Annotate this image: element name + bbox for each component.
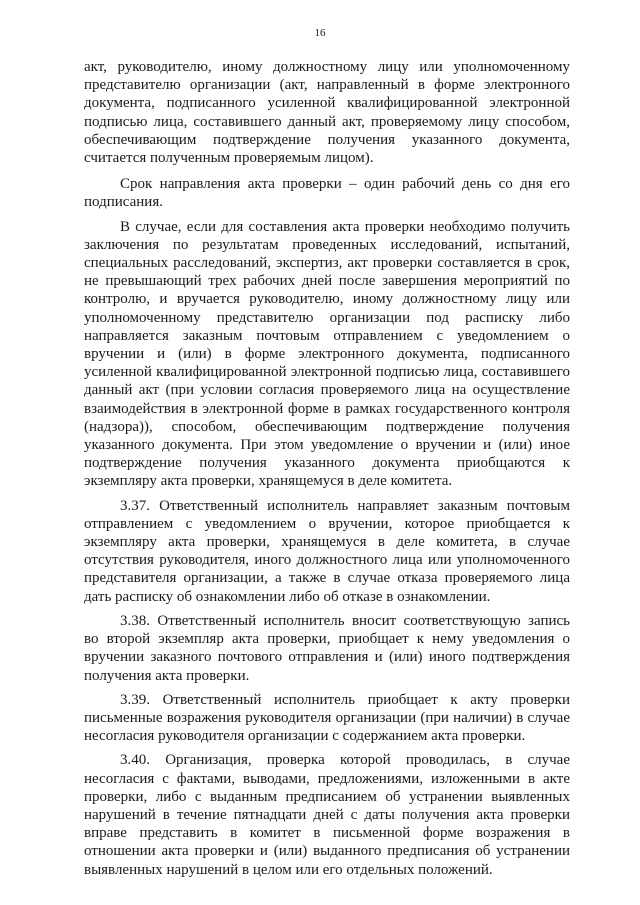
paragraph-continuation: акт, руководителю, иному должностному лицу или уполномоченному представителю организации (акт, направленный в форме электронного документа, подписанного усиленной квалифицированной электронной подписью лица, составившего данный акт, проверяемому лицу способом, обеспечивающим подтверждение получения указанного документа, считается полученным проверяемым лицом). [84,59,570,167]
document-body [84,58,570,885]
paragraph-3-37: 3.37. Ответственный исполнитель направляет заказным почтовым отправлением с уведомлением о вручении, которое приобщается к экземпляру акта проверки, хранящемуся в деле комитета, в случае отсутствия руководителя, иного должностного лица или уполномоченного представителя организации, а также в случае отказа проверяемого лица дать расписку об ознакомлении либо об отказе в ознакомлении. [84,497,570,605]
paragraph-3-40: 3.40. Организация, проверка которой проводилась, в случае несогласия с фактами, выводами, предложениями, изложенными в акте проверки, либо с выданным предписанием об устранении выявленных нарушений в течение пятнадцати дней с даты получения акта проверки вправе представить в комитет в письменной форме возражения в отношении акта проверки и (или) выданного предписания об устранении выявленных нарушений в целом или его отдельных положений. [84,752,570,878]
paragraph-conclusions-case: В случае, если для составления акта проверки необходимо получить заключения по результатам проведенных исследований, испытаний, специальных расследований, экспертиз, акт проверки составляется в срок, не превышающий трех рабочих дней после завершения мероприятий по контролю, и вручается руководителю, иному должностному лицу или уполномоченному представителю организации под расписку либо направляется заказным почтовым отправлением с уведомлением о вручении и (или) в форме электронного документа, подписанного усиленной квалифицированной электронной подписью лица, составившего данный акт (при условии согласия проверяемого лица на осуществление взаимодействия в электронной форме в рамках государственного контроля (надзора)), способом, обеспечивающим подтверждение получения указанного документа. При этом уведомление о вручении и (или) иное подтверждение получения указанного документа приобщаются к экземпляру акта проверки, хранящемуся в деле комитета. [84,218,570,490]
paragraph-3-38: 3.38. Ответственный исполнитель вносит соответствующую запись во второй экземпляр акта проверки, приобщает к нему уведомления о вручении заказного почтового отправления и (или) иного подтверждения получения акта проверки. [84,612,570,684]
paragraph-delivery-term: Срок направления акта проверки – один рабочий день со дня его подписания. [84,176,570,211]
page-number: 16 [314,27,326,39]
paragraph-3-39: 3.39. Ответственный исполнитель приобщает к акту проверки письменные возражения руководителя организации (при наличии) в случае несогласия руководителя организации с содержанием акта проверки. [84,691,570,745]
